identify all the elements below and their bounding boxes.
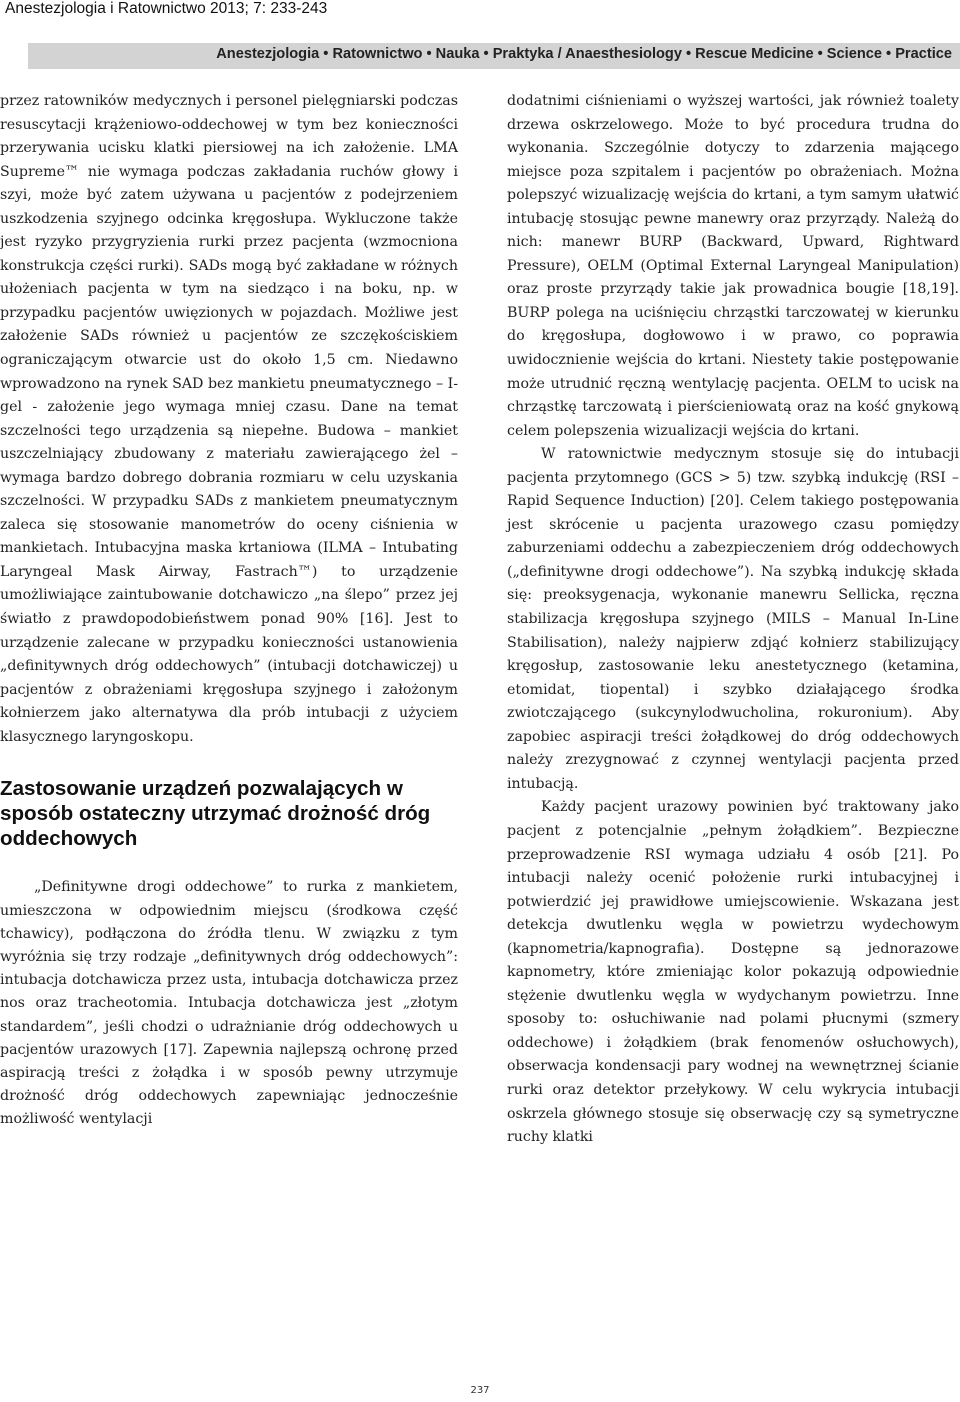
right-column xyxy=(507,90,959,1150)
right-paragraph-3: Każdy pacjent urazowy powinien być traktowany jako pacjent z potencjalnie „pełnym żołądkiem”. Bezpieczne przeprowadzenie RSI wymaga udziału 4 osób [21]. Po intubacji należy ocenić położenie rurki intubacyjnej i potwierdzić jej prawidłowe umiejscowienie. Wskazana jest detekcja dwutlenku węgla w powietrzu wydechowym (kapnometria/kapnografia). Dostępne są jednorazowe kapnometry, które zmieniając kolor pokazują odpowiednie stężenie dwutlenku węgla w wydychanym powietrzu. Inne sposoby to: osłuchiwanie nad polami płucnymi (szmery oddechowe) i żołądkiem (brak fenomenów osłuchowych), obserwacja kondensacji pary wodnej na wewnętrznej ścianie rurki oraz detektor przełykowy. W celu wykrycia intubacji oskrzela głównego stosuje się obserwację czy są symetryczne ruchy klatki xyxy=(507,799,959,1146)
right-paragraph-2: W ratownictwie medycznym stosuje się do intubacji pacjenta przytomnego (GCS > 5) tzw. szybką indukcję (RSI – Rapid Sequence Induction) [20]. Celem takiego postępowania jest skrócenie u pacjenta urazowego czasu pomiędzy zaburzeniami oddechu a zabezpieczeniem dróg oddechowych („definitywne drogi oddechowe”). Na szybką indukcję składa się: preoksygenacja, wykonanie manewru Sellicka, ręczna stabilizacja kręgosłupa szyjnego (MILS – Manual In-Line Stabilisation), należy najpierw zdjąć kołnierz stabilizujący kręgosłup, zastosowanie leku anestetycznego (ketamina, etomidat, tiopental) i szybko działającego środka zwiotczającego (sukcynylodwucholina, rokuronium). Aby zapobiec aspiracji treści żołądkowej do dróg oddechowych należy zrezygnować z czynnej wentylacji pacjenta przed intubacją. xyxy=(507,446,959,792)
left-paragraph-1: przez ratowników medycznych i personel pielęgniarski podczas resuscytacji krążeniowo-oddechowej w tym bez konieczności przerywania ucisku klatki piersiowej na ich założenie. LMA Supreme™ nie wymaga podczas zakładania ruchów głowy i szyi, może być zatem używana u pacjentów z podejrzeniem uszkodzenia szyjnego odcinka kręgosłupa. Wykluczone także jest ryzyko przygryzienia rurki przez pacjenta (wzmocniona konstrukcja części rurki). SADs mogą być zakładane w różnych ułożeniach pacjenta w tym na siedząco i na boku, np. w przypadku pacjentów uwięzionych w pojazdach. Możliwe jest założenie SADs również u pacjentów ze szczękościskiem ograniczającym otwarcie ust do około 1,5 cm. Niedawno wprowadzono na rynek SAD bez mankietu pneumatycznego – I-gel - założenie jego wymaga mniej czasu. Dane na temat szczelności tego urządzenia są niepełne. Budowa – mankiet uszczelniający zbudowany z materiału zawierającego żel – wymaga bardzo dobrego dobrania rozmiaru w celu uzyskania szczelności. W przypadku SADs z mankietem pneumatycznym zaleca się stosowanie manometrów do oceny ciśnienia w mankietach. Intubacyjna maska krtaniowa (ILMA – Intubating Laryngeal Mask Airway, Fastrach™) to urządzenie umożliwiające zaintubowanie dotchawiczo „na ślepo” przez jej światło z prawdopodobieństwem ponad 90% [16]. Jest to urządzenie zalecane w przypadku konieczności ustanowienia „definitywnych dróg oddechowych” (intubacji dotchawiczej) u pacjentów z obrażeniami kręgosłupa szyjnego i założonym kołnierzem jako alternatywa dla prób intubacji z użyciem klasycznego laryngoskopu. xyxy=(0,93,458,745)
left-paragraph-2: „Definitywne drogi oddechowe” to rurka z mankietem, umieszczona w odpowiednim miejscu (środkowa część tchawicy), podłączona do źródła tlenu. W związku z tym wyróżnia się trzy rodzaje „definitywnych dróg oddechowych”: intubacja dotchawicza przez usta, intubacja dotchawicza przez nos oraz tracheotomia. Intubacja dotchawicza jest „złotym standardem”, jeśli chodzi o udrażnianie dróg oddechowych u pacjentów urazowych [17]. Zapewnia najlepszą ochronę przed aspiracją treści z żołądka i w sposób pewny utrzymuje drożność dróg oddechowych zapewniając jednocześnie możliwość wentylacji xyxy=(0,879,458,1128)
banner-text: Anestezjologia • Ratownictwo • Nauka • Praktyka / Anaesthesiology • Rescue Medicine • Science • Practice xyxy=(216,46,952,62)
page-number: 237 xyxy=(470,1385,490,1396)
section-heading: Zastosowanie urządzeń pozwalających w sposób ostateczny utrzymać drożność dróg oddechowych xyxy=(0,777,431,851)
journal-citation: Anestezjologia i Ratownictwo 2013; 7: 233-243 xyxy=(5,0,328,17)
journal-banner xyxy=(28,43,960,69)
left-column xyxy=(0,90,458,1132)
right-paragraph-1: dodatnimi ciśnieniami o wyższej wartości, jak również toalety drzewa oskrzelowego. Może to być procedura trudna do wykonania. Szczególnie dotyczy to zdarzenia mającego miejsce poza szpitalem i pacjentów po obrażeniach. Można polepszyć wizualizację wejścia do krtani, a tym samym ułatwić intubację stosując pewne manewry oraz przyrządy. Należą do nich: manewr BURP (Backward, Upward, Rightward Pressure), OELM (Optimal External Laryngeal Manipulation) oraz proste przyrządy takie jak prowadnica bougie [18,19]. BURP polega na uciśnięciu chrząstki tarczowatej w kierunku do kręgosłupa, dogłowowo i w prawo, co poprawia uwidocznienie wejścia do krtani. Niestety takie postępowanie może utrudnić ręczną wentylację pacjenta. OELM to ucisk na chrząstkę tarczowatą i pierścieniowatą oraz na kość gnykową celem polepszenia wizualizacji wejścia do krtani. xyxy=(507,93,959,439)
